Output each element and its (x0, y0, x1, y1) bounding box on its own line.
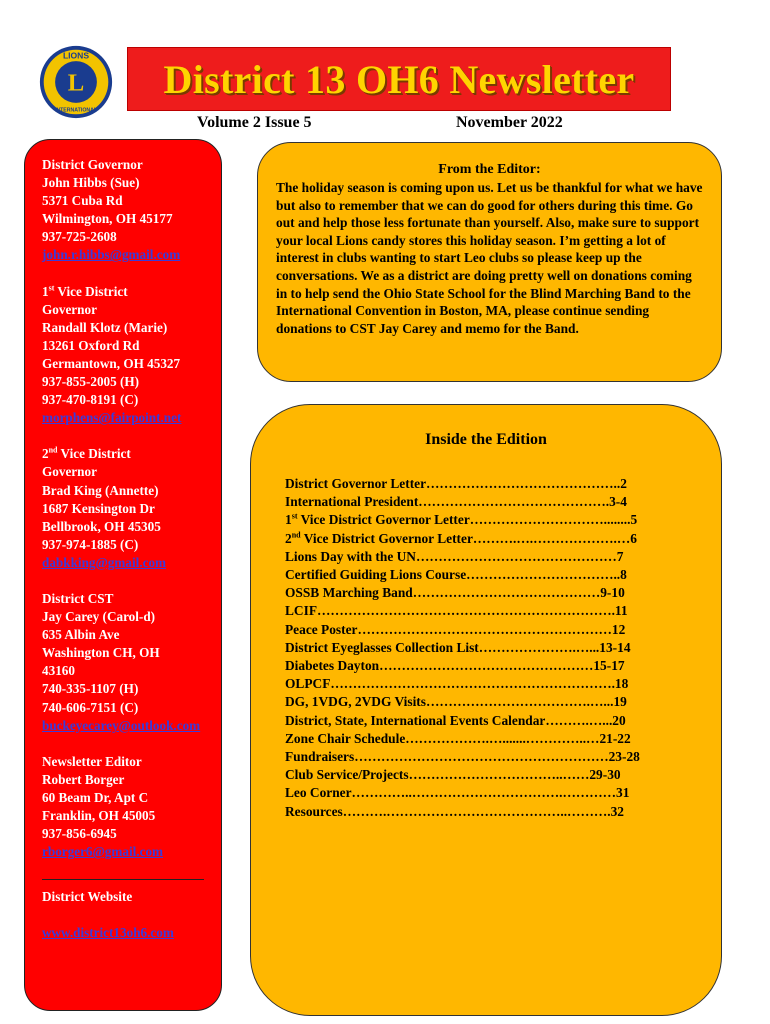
contact-line: District CST (42, 590, 114, 606)
toc-entry: Leo Corner…………..…………………………….…………31 (285, 785, 630, 801)
contact-line: John Hibbs (Sue) (42, 175, 140, 191)
editor-note-box (257, 142, 722, 382)
contact-line: 13261 Oxford Rd (42, 337, 140, 353)
editor-heading: From the Editor: (438, 162, 541, 177)
toc-entry: Resources……….…………………………………..……….32 (285, 803, 624, 819)
vdg1-email-link[interactable]: morphens@fairpoint.net (42, 410, 182, 426)
toc-entry: District Eyeglasses Collection List………………….…...13-14 (285, 639, 631, 655)
contact-line: 937-856-6945 (42, 826, 117, 842)
toc-entry: Club Service/Projects……………………………..……29-30 (285, 767, 621, 783)
contact-line: Robert Borger (42, 771, 125, 787)
title-banner (127, 47, 671, 111)
contact-line: 5371 Cuba Rd (42, 193, 123, 209)
contacts-sidebar (24, 139, 222, 1011)
vdg2-email-link[interactable]: dabkking@gmail.com (42, 554, 167, 570)
toc-entry: DG, 1VDG, 2VDG Visits……………………………….…...19 (285, 694, 627, 710)
spacer (42, 906, 221, 924)
contact-line: Randall Klotz (Marie) (42, 319, 168, 335)
contact-line: Governor (42, 464, 97, 480)
contact-line: District Governor (42, 157, 143, 172)
first-vice-dg-contact (42, 283, 221, 428)
volume-issue: Volume 2 Issue 5 (197, 114, 312, 131)
toc-entry: Lions Day with the UN………………………………………7 (285, 548, 624, 564)
dg-email-link[interactable]: john.r.hibbs@gmail.com (42, 247, 181, 263)
issue-date: November 2022 (456, 114, 563, 131)
contact-line: 1687 Kensington Dr (42, 500, 155, 516)
contact-line: Newsletter Editor (42, 753, 142, 769)
newsletter-title: District 13 OH6 Newsletter (163, 56, 635, 102)
toc-entry: Fundraisers…………………………………………………23-28 (285, 749, 640, 765)
district-website (42, 888, 221, 942)
second-vice-dg-contact (42, 445, 221, 572)
contact-line: Governor (42, 301, 97, 317)
contact-line: 43160 (42, 663, 75, 679)
contact-line: Wilmington, OH 45177 (42, 211, 173, 227)
toc-list (285, 475, 687, 821)
district-cst-contact (42, 590, 221, 735)
contact-line: 740-335-1107 (H) (42, 681, 139, 697)
editor-body: The holiday season is coming upon us. Let us be thankful for what we have but also to remember that we can do good for others during this time. Go out and help those less fortunate than yourself. Also, make sure to support your local Lions candy stores this holiday season. I’m getting a lot of interest in clubs wanting to start Leo clubs so please keep up the conversations. We as a district are doing pretty well on donations coming in to help send the Ohio State School for the Blind Marching Band to the International Convention in Boston, MA, please continue sending donations to CST Jay Carey and memo for the Band. (276, 180, 703, 336)
contact-line: 937-725-2608 (42, 229, 117, 245)
toc-entry: 2nd Vice District Governor Letter……….….……………….…6 (285, 530, 637, 546)
toc-entry: OLPCF……………………………………………………….18 (285, 676, 629, 692)
contact-line: 937-855-2005 (H) (42, 374, 140, 390)
toc-entry: Certified Guiding Lions Course……………………………..8 (285, 567, 627, 583)
toc-entry: District Governor Letter……………………………………..2 (285, 476, 627, 491)
contact-line: 60 Beam Dr, Apt C (42, 789, 149, 805)
toc-heading: Inside the Edition (425, 431, 547, 448)
contact-line: 740-606-7151 (C) (42, 699, 139, 715)
logo-top-text: LIONS (62, 50, 90, 61)
contact-line: Franklin, OH 45005 (42, 808, 156, 823)
website-label: District Website (42, 889, 133, 905)
contact-line: Bellbrook, OH 45305 (42, 518, 161, 534)
contact-line: 937-974-1885 (C) (42, 536, 139, 552)
district-governor-contact (42, 156, 221, 265)
contact-title: 2nd Vice District (42, 445, 131, 462)
website-link[interactable]: www.district13oh6.com (42, 925, 174, 941)
toc-entry: LCIF………………………………………………………….11 (285, 603, 628, 619)
logo-letter: L (67, 69, 85, 97)
contact-line: Germantown, OH 45327 (42, 355, 181, 371)
toc-entry: District, State, International Events Calendar……….…...20 (285, 712, 626, 728)
table-of-contents-box (250, 404, 722, 1016)
toc-entry: OSSB Marching Band……………………………………9-10 (285, 585, 625, 601)
divider (42, 879, 204, 880)
logo-bottom-text: INTERNATIONAL (54, 107, 98, 114)
cst-email-link[interactable]: buckeyecarey@outlook.com (42, 717, 201, 733)
toc-entry: 1st Vice District Governor Letter…………………………........5 (285, 511, 638, 528)
toc-entry: Diabetes Dayton…………………………………………15-17 (285, 658, 625, 674)
contact-title: 1st Vice District (42, 283, 128, 299)
contact-line: Jay Carey (Carol-d) (42, 609, 156, 625)
toc-entry: International President…………………………………….3-4 (285, 494, 627, 510)
toc-entry: Zone Chair Schedule……………….….......…………..…21-22 (285, 730, 631, 746)
lions-international-logo (38, 44, 114, 120)
contact-line: 937-470-8191 (C) (42, 392, 139, 408)
newsletter-editor-contact (42, 753, 221, 862)
editor-email-link[interactable]: rborger6@gmail.com (42, 844, 164, 860)
contact-line: Brad King (Annette) (42, 482, 159, 498)
contact-line: Washington CH, OH (42, 645, 160, 661)
toc-entry: Peace Poster…………………………………………………12 (285, 621, 626, 637)
contact-line: 635 Albin Ave (42, 627, 120, 643)
